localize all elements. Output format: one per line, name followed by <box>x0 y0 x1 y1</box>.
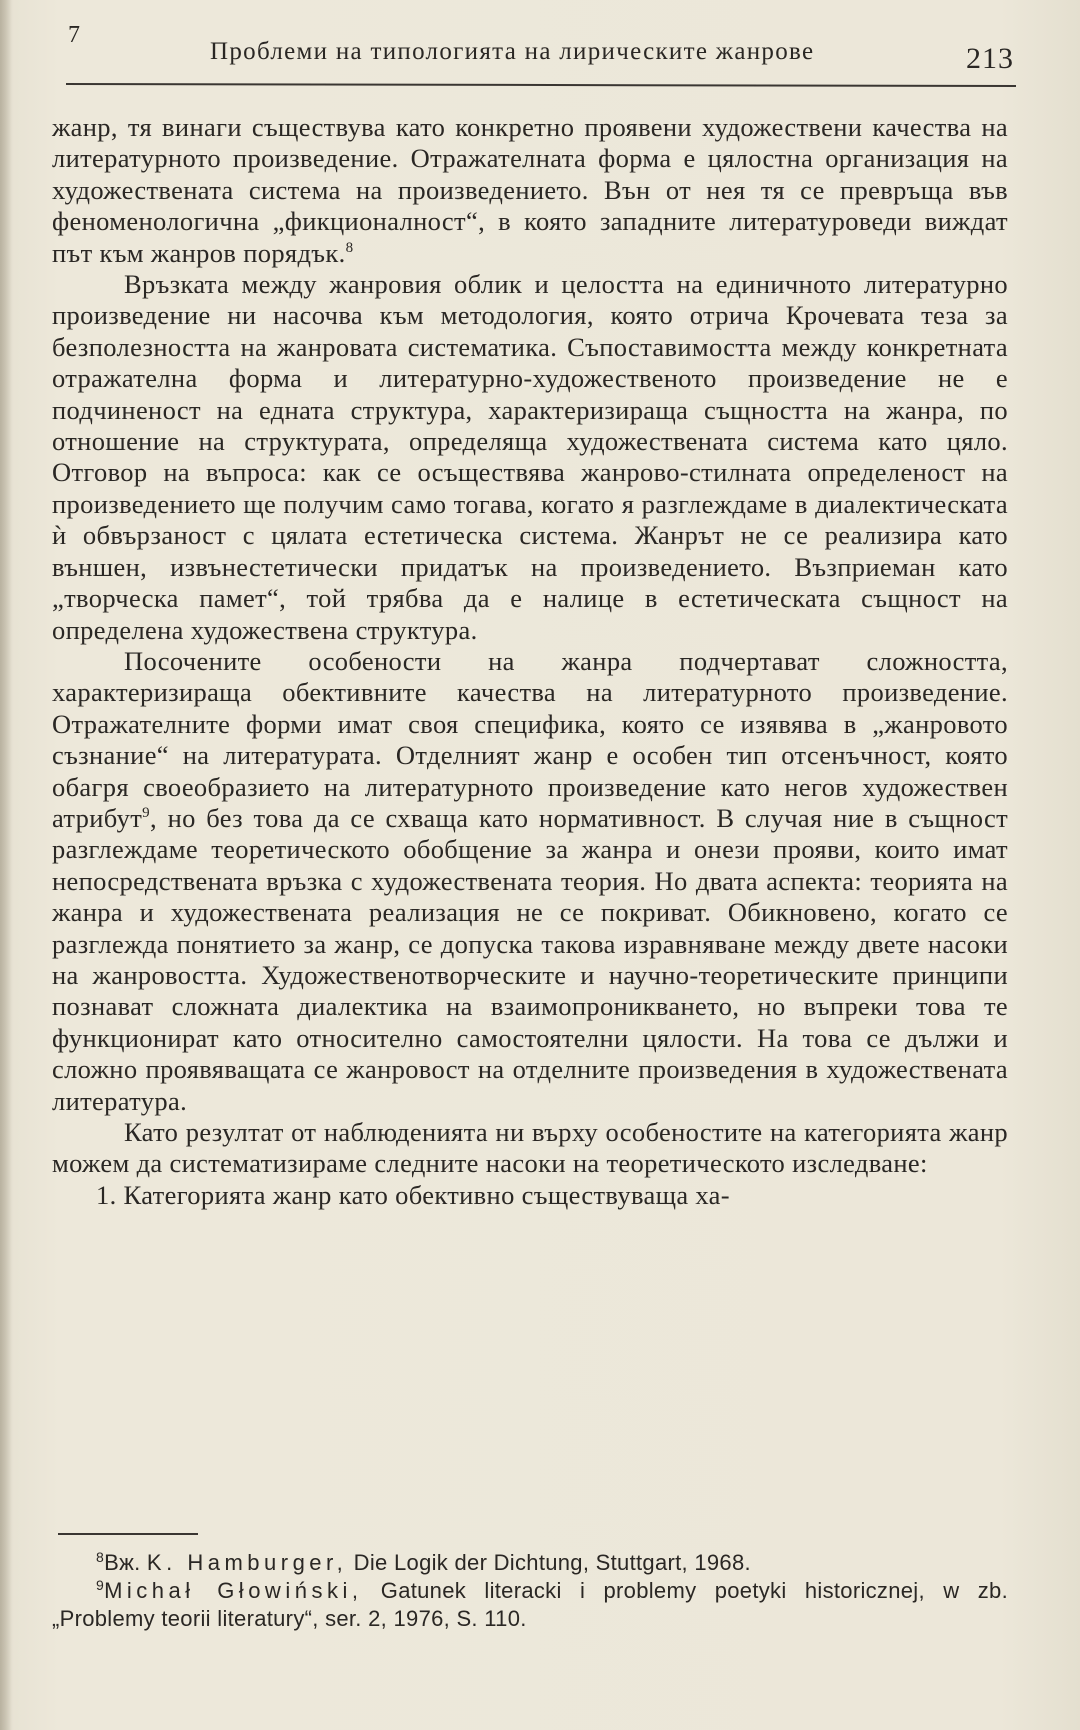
footnote-9-mark: 9 <box>96 1577 105 1593</box>
paragraph-1 <box>52 112 1008 269</box>
paragraph-3-text-start: Посочените особености на жанра подчертават сложността, характеризираща обективните качества на литературното произведение. Отражателните форми имат своя специфика, която се изявява в „жанровото съзнание“ на литературата. Отделният жанр е особен тип отсенъчност, която обагря своеобразието на литературното произведение като негов художествен атрибут <box>52 645 1008 833</box>
footnote-ref-8: 8 <box>345 239 354 256</box>
paragraph-5-list-item-1: 1. Категорията жанр като обективно съществуваща ха- <box>96 1179 730 1210</box>
footnote-8-prefix: Вж. <box>104 1550 147 1575</box>
printer-signature-mark: 7 <box>68 22 81 48</box>
paragraph-3-text-end: , но без това да се схваща като нормативност. В случая ние в същност разглеждаме теоретическото обобщение за жанра и онези прояви, които имат непосредствената връзка с художествената теория. Но двата аспекта: теорията на жанра и художествената реализация не се покриват. Обикновено, когато се разглежда понятието за жанр, се допуска такова изравняване между двете насоки на жанровостта. Художественотворческите и научно-теоретическите принципи познават сложната диалектика на взаимопроникването, но въпреки това те функционират като относително самостоятелни цялости. На това се дължи и сложно проявяващата се жанровост на отделните произведения в художествената литература. <box>52 802 1008 1116</box>
footnote-9-author: Michał Głowiński, <box>104 1578 363 1603</box>
paragraph-3 <box>52 646 1008 1117</box>
header-rule <box>66 83 1016 87</box>
footnote-9 <box>52 1577 1008 1633</box>
footnote-8-citation: Die Logik der Dichtung, Stuttgart, 1968. <box>347 1550 751 1575</box>
footnote-9-citation: Gatunek literacki i problemy poetyki historicznej, w zb. „Problemy teorii literatury“, ser. 2, 1976, S. 110. <box>52 1578 1009 1631</box>
footnotes <box>52 1549 1008 1633</box>
running-head-title: Проблеми на типологията на лирическите жанрове <box>210 38 815 65</box>
paragraph-4: Като резултат от наблюденията ни върху особеностите на категорията жанр можем да систематизираме следните насоки на теоретическото изследване: <box>52 1117 1008 1179</box>
footnote-rule <box>58 1533 198 1535</box>
spine-shadow <box>0 0 12 1730</box>
page-number: 213 <box>966 42 1014 75</box>
footnote-8-author: K. Hamburger, <box>146 1550 348 1575</box>
footnote-ref-9: 9 <box>142 804 151 821</box>
footnote-8 <box>52 1549 1008 1577</box>
body-text <box>52 112 1008 1211</box>
paragraph-1-text: жанр, тя винаги съществува като конкретно проявени художествени качества на литературното произведение. Отражателната форма е цялостна организация на художествената система на произведението. Вън от нея тя се превръща във феноменологична „фикционалност“, в която западните литературоведи виждат път към жанров порядък. <box>52 112 1008 268</box>
footnote-8-mark: 8 <box>96 1549 105 1565</box>
paragraph-2: Връзката между жанровия облик и целостта на единичното литературно произведение ни насочва към методология, която отрича Крочевата теза за безполезността на жанровата систематика. Съпоставимостта между конкретната отражателна форма и литературно-художественото произведение не е подчиненост на едната структура, характеризираща същността на жанра, по отношение на структурата, определяща художествената система като цяло. Отговор на въпроса: как се осъществява жанрово-стилната определеност на произведението ще получим само тогава, когато я разглеждаме в диалектическата ѝ обвързаност с цялата естетическа система. Жанрът не се реализира като външен, извънестетически придатък на произведението. Възприеман като „творческа памет“, той трябва да е налице в естетическата същност на определена художествена структура. <box>52 269 1008 645</box>
